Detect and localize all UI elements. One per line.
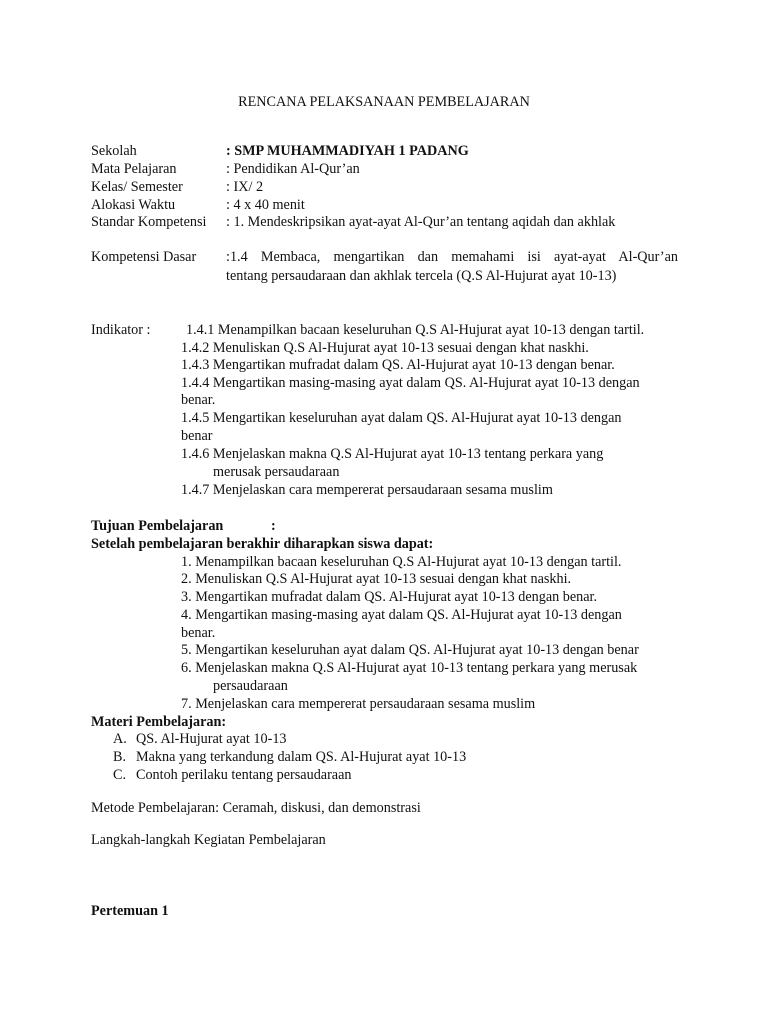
materi-item-letter: A. (113, 731, 127, 747)
indikator-line: 1.4.3 Mengartikan mufradat dalam QS. Al-Hujurat ayat 10-13 dengan benar. (181, 357, 615, 373)
mapel-label: Mata Pelajaran (91, 161, 177, 177)
kelas-value: : IX/ 2 (226, 179, 264, 195)
indikator-line: 1.4.7 Menjelaskan cara mempererat persaudaraan sesama muslim (181, 482, 553, 498)
kd-text (226, 248, 678, 286)
materi-item-letter: B. (113, 749, 127, 765)
materi-heading: Materi Pembelajaran: (91, 714, 227, 730)
tujuan-line: benar. (181, 625, 216, 641)
indikator-line: 1.4.2 Menuliskan Q.S Al-Hujurat ayat 10-13 sesuai dengan khat naskhi. (181, 340, 589, 356)
sekolah-label: Sekolah (91, 143, 137, 159)
indikator-line: benar. (181, 392, 216, 408)
mapel-value: : Pendidikan Al-Qur’an (226, 161, 360, 177)
materi-item-text: QS. Al-Hujurat ayat 10-13 (136, 731, 287, 747)
kd-line-1: :1.4 Membaca, mengartikan dan memahami isi ayat-ayat Al-Qur’an (226, 249, 678, 265)
materi-item-text: Contoh perilaku tentang persaudaraan (136, 767, 352, 783)
kelas-label: Kelas/ Semester (91, 179, 183, 195)
indikator-line: benar (181, 428, 213, 444)
materi-item-letter: C. (113, 767, 127, 783)
tujuan-colon: : (271, 518, 276, 534)
kd-label: Kompetensi Dasar (91, 249, 197, 265)
tujuan-line: 7. Menjelaskan cara mempererat persaudaraan sesama muslim (181, 696, 536, 712)
tujuan-intro: Setelah pembelajaran berakhir diharapkan siswa dapat: (91, 536, 434, 552)
metode-text: Metode Pembelajaran: Ceramah, diskusi, dan demonstrasi (91, 800, 421, 816)
alokasi-label: Alokasi Waktu (91, 197, 176, 213)
kd-line-2: tentang persaudaraan dan akhlak tercela (Q.S Al-Hujurat ayat 10-13) (226, 268, 617, 284)
sk-value: : 1. Mendeskripsikan ayat-ayat Al-Qur’an tentang aqidah dan akhlak (226, 214, 616, 230)
sekolah-value: : SMP MUHAMMADIYAH 1 PADANG (226, 143, 469, 159)
indikator-line: 1.4.4 Mengartikan masing-masing ayat dalam QS. Al-Hujurat ayat 10-13 dengan (181, 375, 640, 391)
pertemuan-heading: Pertemuan 1 (91, 903, 169, 919)
tujuan-line: 2. Menuliskan Q.S Al-Hujurat ayat 10-13 sesuai dengan khat naskhi. (181, 571, 572, 587)
tujuan-line: 1. Menampilkan bacaan keseluruhan Q.S Al-Hujurat ayat 10-13 dengan tartil. (181, 554, 622, 570)
langkah-text: Langkah-langkah Kegiatan Pembelajaran (91, 832, 326, 848)
tujuan-heading: Tujuan Pembelajaran (91, 518, 224, 534)
materi-item-text: Makna yang terkandung dalam QS. Al-Hujurat ayat 10-13 (136, 749, 467, 765)
sk-label: Standar Kompetensi (91, 214, 207, 230)
indikator-line: 1.4.6 Menjelaskan makna Q.S Al-Hujurat ayat 10-13 tentang perkara yang (181, 446, 604, 462)
tujuan-line: 6. Menjelaskan makna Q.S Al-Hujurat ayat 10-13 tentang perkara yang merusak (181, 660, 638, 676)
indikator-line: 1.4.1 Menampilkan bacaan keseluruhan Q.S Al-Hujurat ayat 10-13 dengan tartil. (186, 322, 645, 338)
alokasi-value: : 4 x 40 menit (226, 197, 305, 213)
document-title: RENCANA PELAKSANAAN PEMBELAJARAN (238, 94, 530, 110)
tujuan-line: 5. Mengartikan keseluruhan ayat dalam QS. Al-Hujurat ayat 10-13 dengan benar (181, 642, 639, 658)
indikator-line: merusak persaudaraan (213, 464, 340, 480)
tujuan-line: persaudaraan (213, 678, 288, 694)
tujuan-line: 3. Mengartikan mufradat dalam QS. Al-Hujurat ayat 10-13 dengan benar. (181, 589, 598, 605)
tujuan-line: 4. Mengartikan masing-masing ayat dalam QS. Al-Hujurat ayat 10-13 dengan (181, 607, 622, 623)
indikator-line: 1.4.5 Mengartikan keseluruhan ayat dalam QS. Al-Hujurat ayat 10-13 dengan (181, 410, 622, 426)
indikator-label: Indikator : (91, 322, 151, 338)
